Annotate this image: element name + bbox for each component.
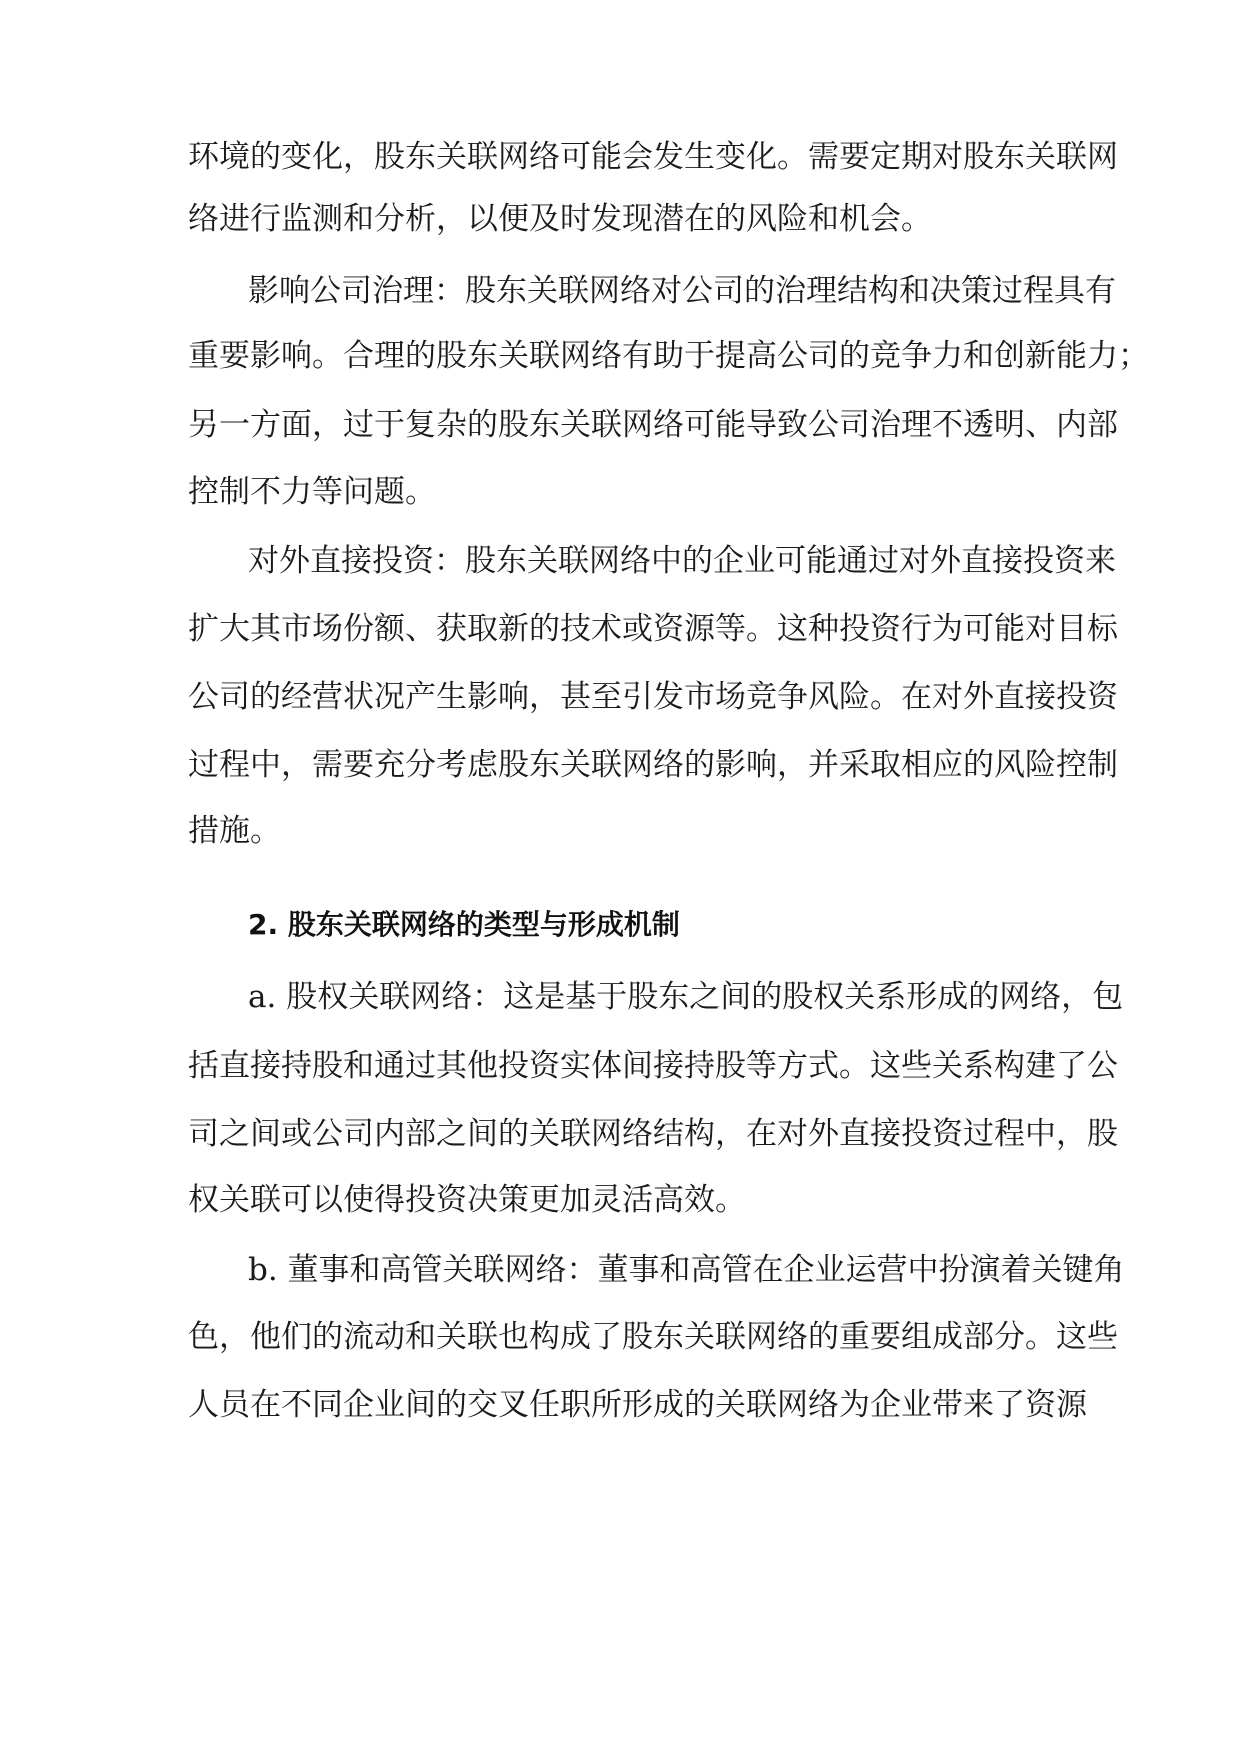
section-b-line-1: b. 董事和高管关联网络：董事和高管在企业运营中扮演着关键角 bbox=[248, 1252, 1125, 1288]
paragraph-2-line-4: 控制不力等问题。 bbox=[188, 474, 436, 510]
paragraph-3-line-1: 对外直接投资：股东关联网络中的企业可能通过对外直接投资来 bbox=[248, 543, 1116, 579]
paragraph-2-line-3: 另一方面，过于复杂的股东关联网络可能导致公司治理不透明、内部 bbox=[188, 407, 1118, 443]
section-a-line-4: 权关联可以使得投资决策更加灵活高效。 bbox=[188, 1182, 746, 1218]
paragraph-2-line-2: 重要影响。合理的股东关联网络有助于提高公司的竞争力和创新能力； bbox=[188, 338, 1149, 374]
paragraph-2-line-1: 影响公司治理：股东关联网络对公司的治理结构和决策过程具有 bbox=[248, 273, 1116, 309]
section-a-line-3: 司之间或公司内部之间的关联网络结构，在对外直接投资过程中，股 bbox=[188, 1116, 1118, 1152]
paragraph-3-line-3: 公司的经营状况产生影响，甚至引发市场竞争风险。在对外直接投资 bbox=[188, 679, 1118, 715]
paragraph-3-line-5: 措施。 bbox=[188, 813, 281, 849]
paragraph-3-line-4: 过程中，需要充分考虑股东关联网络的影响，并采取相应的风险控制 bbox=[188, 747, 1118, 783]
section-b-line-2: 色，他们的流动和关联也构成了股东关联网络的重要组成部分。这些 bbox=[188, 1319, 1118, 1355]
section-heading: 2. 股东关联网络的类型与形成机制 bbox=[248, 908, 680, 941]
section-b-line-3: 人员在不同企业间的交叉任职所形成的关联网络为企业带来了资源 bbox=[188, 1387, 1087, 1423]
section-a-line-2: 括直接持股和通过其他投资实体间接持股等方式。这些关系构建了公 bbox=[188, 1048, 1118, 1084]
paragraph-1-line-2: 络进行监测和分析，以便及时发现潜在的风险和机会。 bbox=[188, 201, 932, 237]
paragraph-3-line-2: 扩大其市场份额、获取新的技术或资源等。这种投资行为可能对目标 bbox=[188, 611, 1118, 647]
paragraph-1-line-1: 环境的变化，股东关联网络可能会发生变化。需要定期对股东关联网 bbox=[188, 139, 1118, 175]
section-a-line-1: a. 股权关联网络：这是基于股东之间的股权关系形成的网络，包 bbox=[248, 979, 1124, 1015]
